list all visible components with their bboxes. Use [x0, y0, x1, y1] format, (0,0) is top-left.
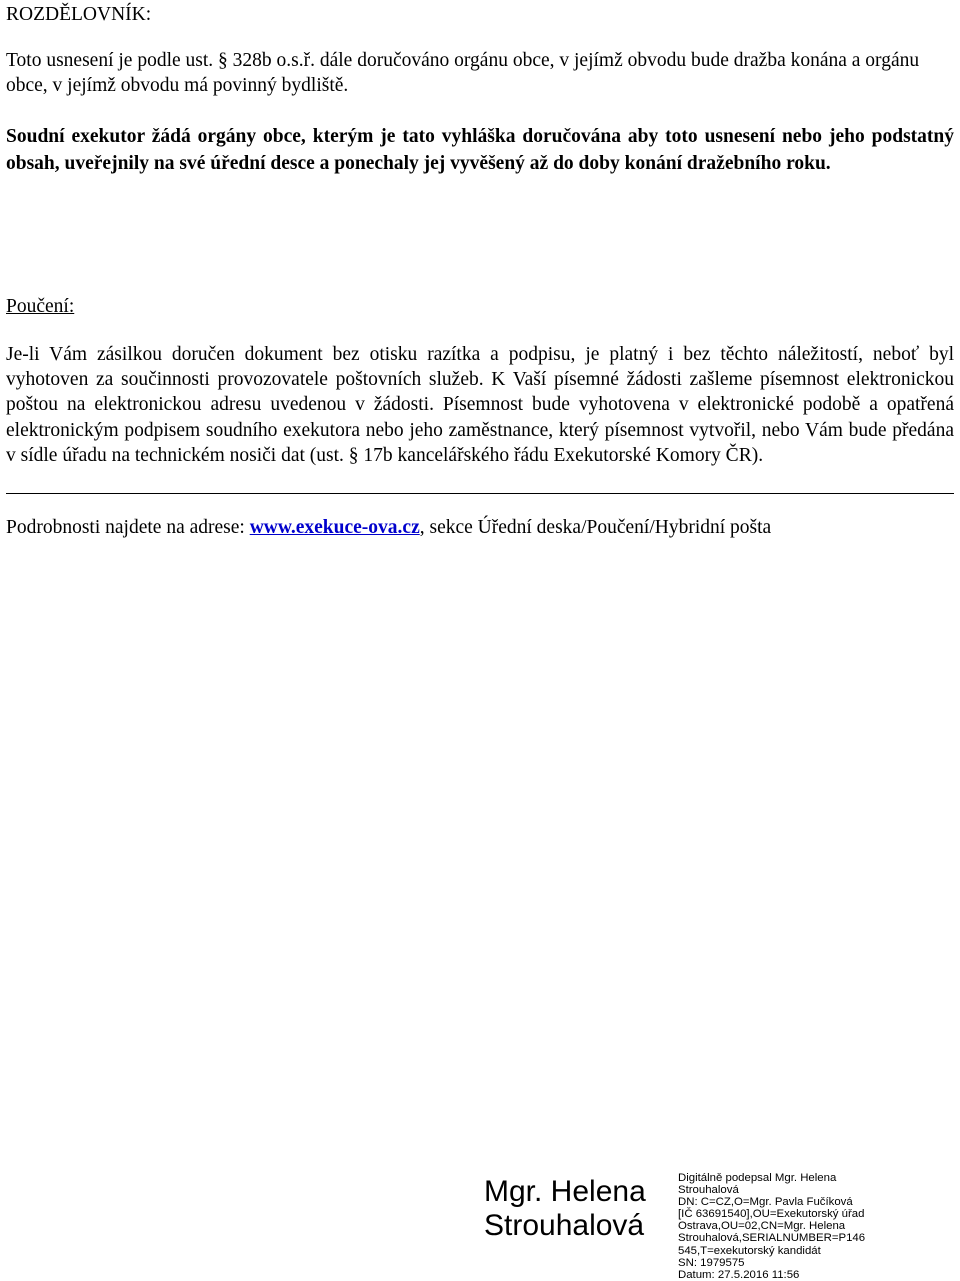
section-sign: §	[218, 50, 228, 71]
details-prefix: Podrobnosti najdete na adrese:	[6, 517, 250, 538]
signature-name-line1: Mgr. Helena	[484, 1175, 646, 1208]
distribution-heading: ROZDĚLOVNÍK:	[6, 4, 152, 25]
details-suffix: , sekce Úřední deska/Poučení/Hybridní pošta	[419, 517, 772, 538]
website-link[interactable]: www.exekuce-ova.cz	[249, 517, 420, 538]
distribution-paragraph	[6, 48, 954, 98]
signature-info-line: Digitálně podepsal Mgr. Helena	[678, 1172, 837, 1184]
notice-text-part2: 17b kancelářského řádu Exekutorské Komory ČR).	[358, 444, 764, 466]
signature-info-line: 545,T=exekutorský kandidát	[678, 1244, 821, 1257]
distribution-text: 328b o.s.ř. dále doručováno orgánu obce, v jejímž obvodu bude dražba konána a orgánu obce, v jejímž obvodu má povinný bydliště.	[6, 50, 920, 96]
signature-name	[484, 1175, 670, 1243]
notice-paragraph	[6, 342, 954, 468]
signature-info-line: Ostrava,OU=02,CN=Mgr. Helena	[678, 1220, 846, 1233]
distribution-prefix: Toto usnesení je podle ust.	[6, 50, 219, 71]
signature-info	[678, 1172, 956, 1281]
notice-title: Poučení:	[6, 296, 75, 317]
signature-info-line: Strouhalová,SERIALNUMBER=P146	[678, 1232, 866, 1245]
details-paragraph	[6, 515, 954, 540]
signature-info-line: Datum: 27.5.2016 11:56	[678, 1268, 800, 1281]
signature-info-line: Strouhalová	[678, 1184, 739, 1197]
signature-info-line: [IČ 63691540],OU=Exekutorský úřad	[678, 1208, 865, 1221]
notice-text-part1: Je-li Vám zásilkou doručen dokument bez otisku razítka a podpisu, je platný i bez těchto náležitostí, neboť byl vyhotoven za součinnosti provozovatele poštovních služeb. K Vaší písemné žádosti zašleme písemnost elektronickou poštou na elektronickou adresu uvedenou v žádosti. Písemnost bude vyhotovena v elektronické podobě a opatřená elektronickým podpisem soudního exekutora nebo jeho zaměstnance, který písemnost vytvořil, nebo Vám bude předána v sídle úřadu na technickém nosiči dat (ust.	[6, 344, 954, 466]
section-sign: §	[348, 444, 359, 466]
horizontal-divider	[6, 493, 954, 494]
signature-name-line2: Strouhalová	[484, 1209, 645, 1242]
signature-info-line: SN: 1979575	[678, 1256, 745, 1269]
signature-info-line: DN: C=CZ,O=Mgr. Pavla Fučíková	[678, 1196, 853, 1209]
request-paragraph: Soudní exekutor žádá orgány obce, kterým je tato vyhláška doručována aby toto usnesení nebo jeho podstatný obsah, uveřejnily na své úřední desce a ponechaly jej vyvěšený až do doby konání dražebního roku.	[6, 126, 954, 174]
